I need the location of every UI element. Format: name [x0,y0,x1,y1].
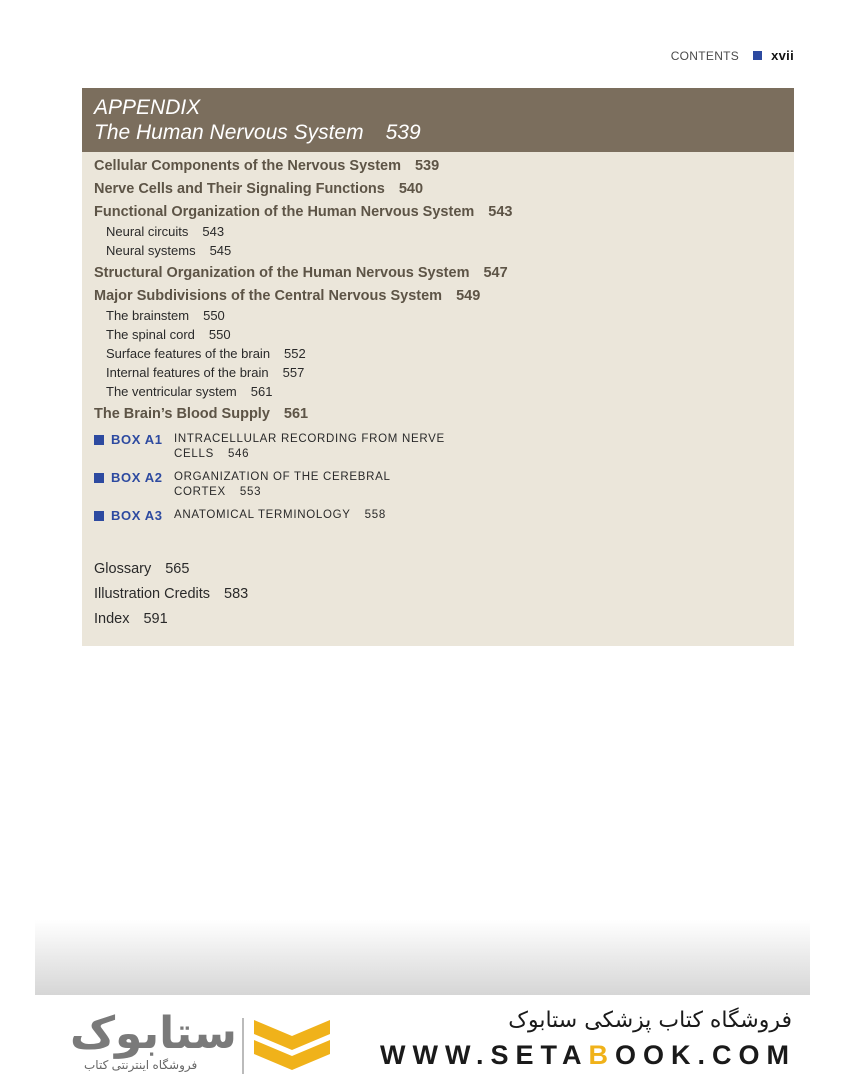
box-page: 546 [227,448,250,460]
square-bullet-icon [753,51,762,60]
square-bullet-icon [94,473,104,483]
toc-title: The Brain’s Blood Supply [94,406,270,422]
toc-subsection [94,382,784,401]
toc-title: The brainstem [106,308,190,323]
box-label: BOX A3 [111,508,163,523]
toc-page: 543 [488,204,513,220]
appendix-header [82,88,794,152]
page-number: xvii [771,48,794,63]
toc-page: 543 [202,224,225,239]
back-matter-page: 583 [224,586,249,602]
toc-section [94,286,784,306]
box-title-line1: ANATOMICAL TERMINOLOGY [174,509,351,521]
box-list [94,432,784,531]
toc-title: Neural circuits [106,224,189,239]
back-matter-title: Illustration Credits [94,586,211,602]
toc-title: Nerve Cells and Their Signaling Functions [94,181,385,197]
box-label: BOX A1 [111,432,163,447]
toc-section [94,156,784,176]
back-matter-entry [94,607,248,632]
back-matter-title: Glossary [94,561,152,577]
back-matter-entry [94,582,248,607]
back-matter-title: Index [94,611,130,627]
toc-page: 561 [283,406,309,422]
back-matter-list [94,557,248,632]
toc-title: Functional Organization of the Human Nervous System [94,204,475,220]
toc-page: 552 [284,346,306,361]
toc-subsection [94,344,784,363]
square-bullet-icon [94,435,104,445]
toc-section [94,179,784,199]
logo-subtitle: فروشگاه اینترنتی کتاب [84,1058,198,1072]
toc-subsection [94,222,784,241]
shop-name: فروشگاه کتاب پزشکی ستابوک [508,1008,792,1033]
box-entry [94,470,784,500]
toc-subsection [94,363,784,382]
toc-page: 549 [456,288,481,304]
footer-shadow [35,920,810,995]
toc-page: 545 [209,243,232,258]
logo-text: ستابوک [70,1009,237,1058]
watermark-logo [70,1010,340,1080]
box-title [174,508,474,523]
toc-section [94,202,784,222]
chevron-logo-icon [252,1016,332,1078]
logo-divider [242,1018,244,1074]
toc-title: Major Subdivisions of the Central Nervous System [94,288,443,304]
toc-page: 550 [203,308,225,323]
toc-page: 540 [398,181,424,197]
toc-title: Cellular Components of the Nervous System [94,158,401,174]
box-title [174,470,474,500]
url-suffix: OOK.COM [615,1040,796,1070]
toc-list [94,156,784,427]
appendix-label: APPENDIX [94,96,201,119]
url-accent: B [588,1040,615,1070]
running-head-label: CONTENTS [670,48,740,63]
toc-title: Neural systems [106,243,196,258]
toc-page: 550 [208,327,231,342]
box-title-line2: CORTEX [174,486,226,498]
back-matter-entry [94,557,248,582]
toc-page: 557 [282,365,305,380]
appendix-page: 539 [385,121,421,144]
box-title-line2: CELLS [174,448,214,460]
shop-url [380,1040,796,1071]
toc-page: 561 [250,384,273,399]
box-label: BOX A2 [111,470,163,485]
box-title [174,432,474,462]
box-page: 558 [364,509,386,521]
back-matter-page: 565 [165,561,190,577]
toc-subsection [94,306,784,325]
box-title-line1: ORGANIZATION OF THE CEREBRAL [174,471,391,483]
back-matter-page: 591 [143,611,168,627]
square-bullet-icon [94,511,104,521]
box-page: 553 [239,486,262,498]
running-head [671,48,794,63]
appendix-title: The Human Nervous System [94,121,364,144]
toc-title: Internal features of the brain [106,365,269,380]
toc-title: Surface features of the brain [106,346,271,361]
toc-subsection [94,241,784,260]
box-title-line1: INTRACELLULAR RECORDING FROM NERVE [174,433,445,445]
toc-page: 547 [483,265,508,281]
toc-title: The ventricular system [106,384,237,399]
box-entry [94,432,784,462]
contents-panel [82,88,794,646]
url-prefix: WWW.SETA [380,1040,589,1070]
toc-subsection [94,325,784,344]
toc-page: 539 [414,158,440,174]
box-entry [94,508,784,523]
toc-section [94,263,784,283]
toc-title: The spinal cord [106,327,195,342]
toc-section [94,404,784,424]
toc-title: Structural Organization of the Human Nervous System [94,265,470,281]
